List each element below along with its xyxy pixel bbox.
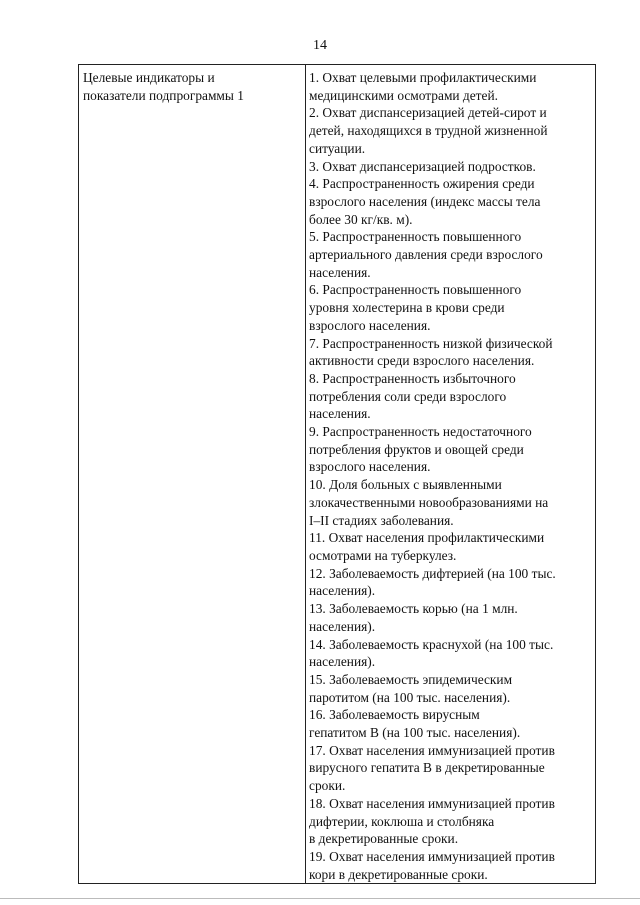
indicator-item: 3. Охват диспансеризацией подростков. [309, 158, 536, 174]
indicator-item: 10. Доля больных с выявленными злокачественными новообразованиями на I–II стадиях заболевания. [309, 477, 549, 528]
left-heading: Целевые индикаторы и показатели подпрограммы 1 [83, 70, 244, 103]
table-row [79, 65, 596, 884]
indicator-item: 19. Охват населения иммунизацией против кори в декретированные сроки. [309, 848, 555, 882]
indicator-item: 11. Охват населения профилактическими осмотрами на туберкулез. [309, 530, 545, 563]
indicator-item: 4. Распространенность ожирения среди взрослого населения (индекс массы тела более 30 кг/кв. м). [309, 176, 541, 227]
indicator-item: 15. Заболеваемость эпидемическим паротитом (на 100 тыс. населения). [309, 671, 513, 705]
indicator-item: 2. Охват диспансеризацией детей-сирот и детей, находящихся в трудной жизненной ситуации. [309, 105, 548, 156]
indicator-item: 9. Распространенность недостаточного потребления фруктов и овощей среди взрослого населения. [309, 424, 532, 475]
indicator-list [309, 69, 595, 883]
indicator-item: 18. Охват населения иммунизацией против дифтерии, коклюша и столбняка в декретированные сроки. [309, 795, 555, 847]
indicator-item: 13. Заболеваемость корью (на 1 млн. населения). [309, 601, 518, 634]
indicator-item: 12. Заболеваемость дифтерией (на 100 тыс. населения). [309, 565, 556, 599]
page-number: 14 [313, 38, 327, 53]
indicator-item: 17. Охват населения иммунизацией против вирусного гепатита В в декретированные сроки. [309, 742, 555, 794]
indicator-item: 14. Заболеваемость краснухой (на 100 тыс. населения). [309, 636, 554, 670]
right-cell [306, 65, 596, 884]
indicator-item: 8. Распространенность избыточного потребления соли среди взрослого населения. [309, 370, 516, 422]
indicator-item: 5. Распространенность повышенного артериального давления среди взрослого населения. [309, 229, 543, 280]
indicator-item: 6. Распространенность повышенного уровня холестерина в крови среди взрослого населения. [309, 282, 522, 333]
indicator-item: 7. Распространенность низкой физической активности среди взрослого населения. [309, 335, 553, 369]
left-cell [79, 65, 306, 884]
bottom-rule [0, 898, 640, 899]
indicator-item: 1. Охват целевыми профилактическими медицинскими осмотрами детей. [309, 70, 537, 103]
indicators-table [78, 64, 596, 884]
indicator-item: 16. Заболеваемость вирусным гепатитом В (на 100 тыс. населения). [309, 707, 521, 741]
